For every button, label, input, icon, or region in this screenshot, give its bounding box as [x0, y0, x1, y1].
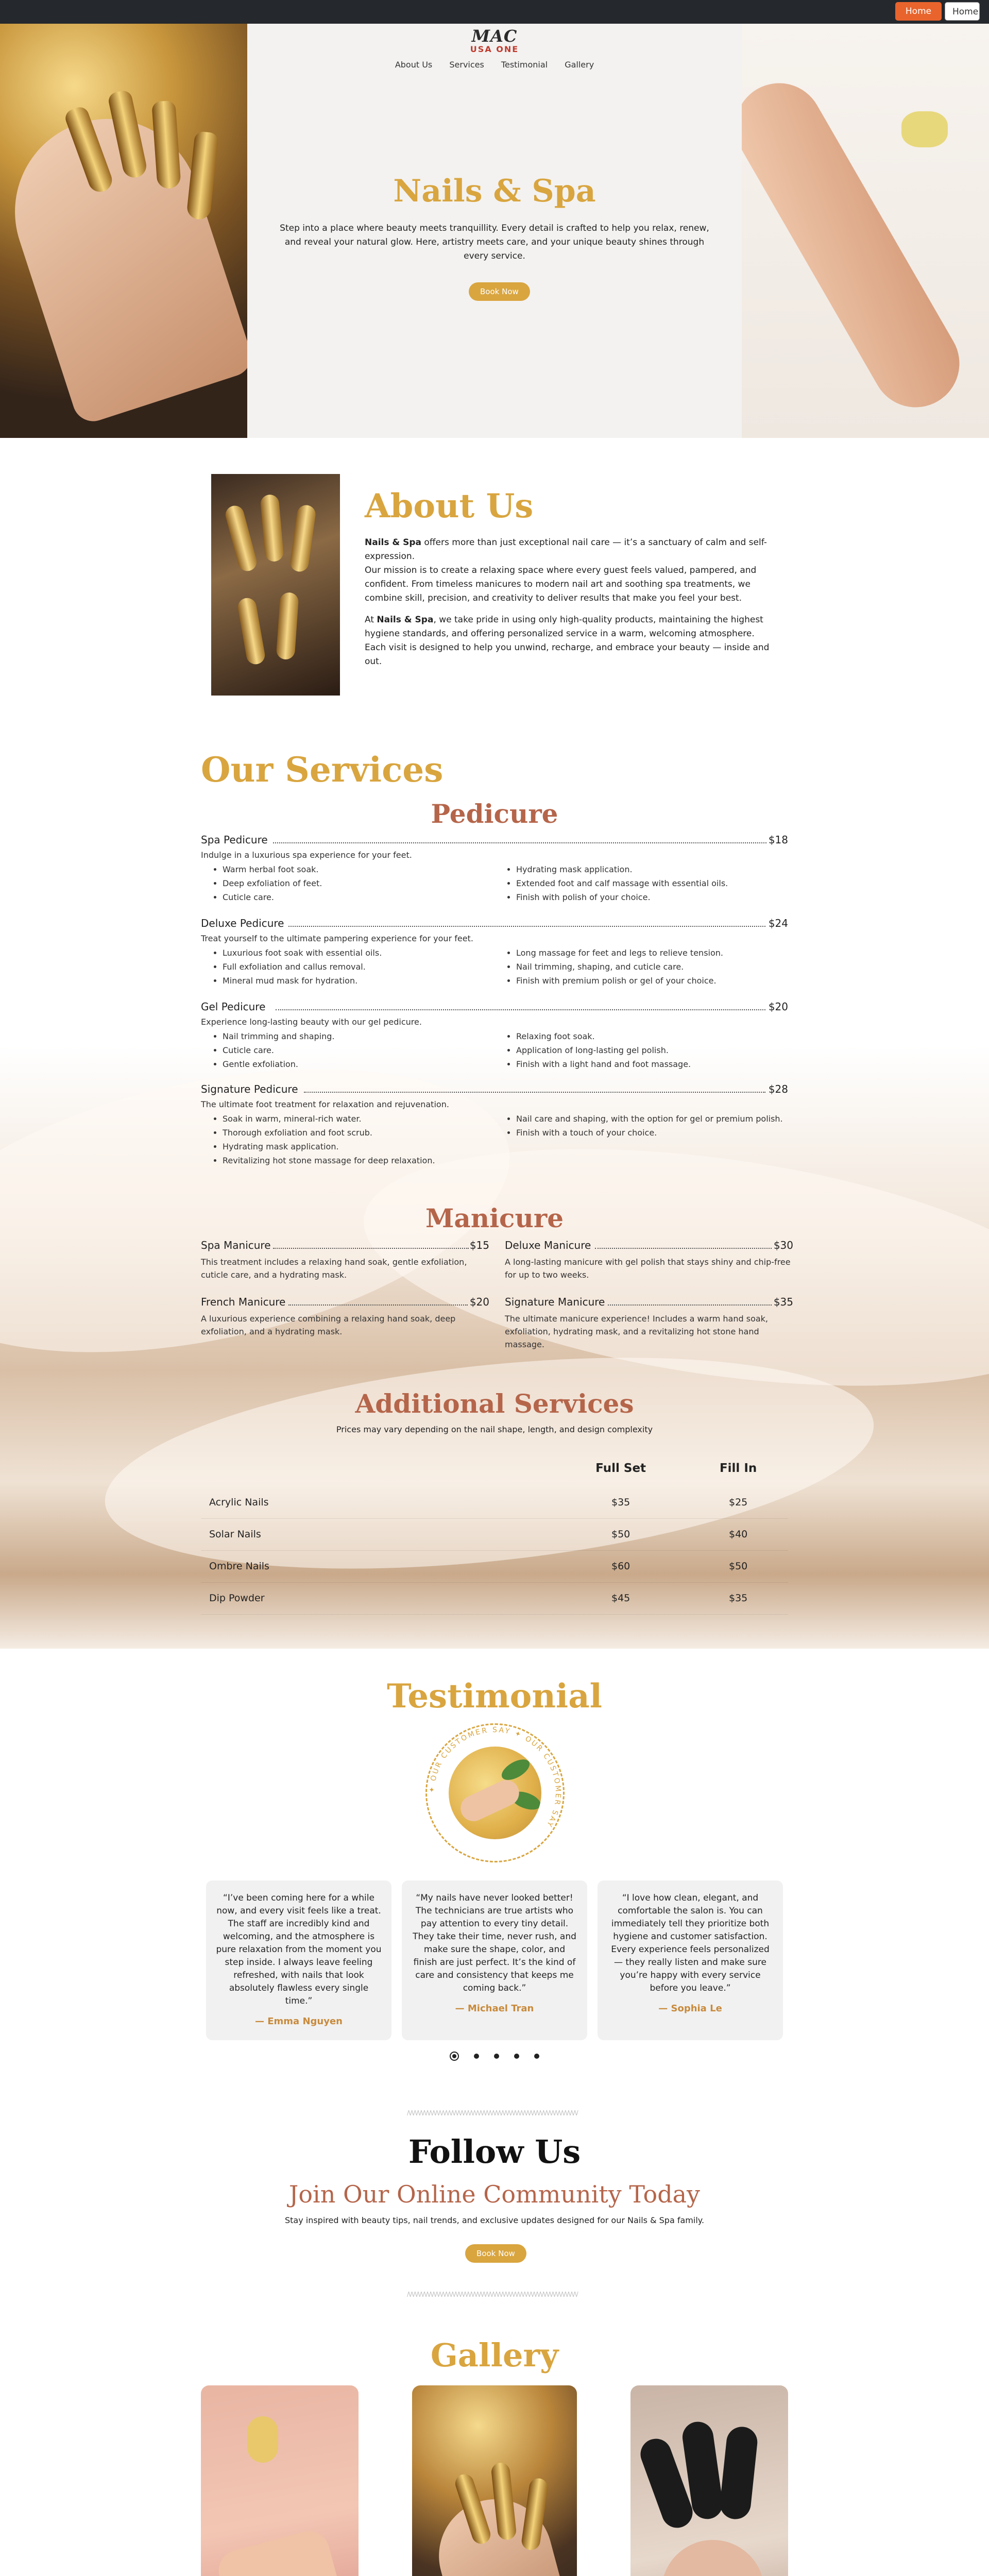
manicure-item: Spa Manicure $15 This treatment includes a relaxing hand soak, gentle exfoliation, cuticle care, and a hydrating mask.: [201, 1239, 489, 1280]
carousel-dot[interactable]: [534, 2054, 539, 2059]
table-row: Dip Powder $45 $35: [201, 1582, 788, 1614]
pedicure-list-left: • Warm herbal foot soak. • Deep exfoliation of feet. • Cuticle care.: [211, 862, 322, 904]
pedicure-list-right: • Relaxing foot soak. • Application of long-lasting gel polish. • Finish with a light hand and foot massage.: [505, 1029, 691, 1071]
table-row: Solar Nails $50 $40: [201, 1518, 788, 1550]
col-full-set: Full Set: [595, 1462, 646, 1475]
follow-text: Stay inspired with beauty tips, nail trends, and exclusive updates designed for our Nails & Spa family.: [284, 2215, 705, 2225]
testimonial-card: “My nails have never looked better! The technicians are true artists who pay attention to every tiny detail. They take their time, never rush, and make sure the shape, color, and finish are just perfect. It’s the kind of care and consistency that keeps me coming back.” — Michael Tran: [402, 1880, 587, 2040]
hero-title: Nails & Spa: [393, 173, 596, 209]
testimonial-card: “I’ve been coming here for a while now, and every visit feels like a treat. The staff are incredibly kind and welcoming, and the atmosphere is pure relaxation from the moment you step inside. I always leave feeling refreshed, with nails that look absolutely flawless every single time.” — Emma Nguyen: [206, 1880, 391, 2040]
main-nav: [247, 60, 742, 70]
follow-book-now-button[interactable]: Book Now: [465, 2244, 526, 2263]
about-paragraph-1: Nails & Spa offers more than just exceptional nail care — it’s a sanctuary of calm and self-expression.: [365, 537, 767, 562]
pedicure-item: Spa Pedicure $18: [201, 834, 788, 846]
pedicure-list-right: • Long massage for feet and legs to relieve tension. • Nail trimming, shaping, and cuticle care. • Finish with premium polish or gel of your choice.: [505, 946, 723, 988]
about-paragraph-3: At Nails & Spa, we take pride in using only high-quality products, maintaining the highest hygiene standards, and offering personalized service in a warm, welcoming atmosphere. Each visit is designed to help you unwind, recharge, and embrace your beauty — inside and out.: [365, 615, 770, 667]
services-title: Our Services: [201, 750, 444, 790]
gallery-image-2[interactable]: [412, 2385, 577, 2576]
additional-services-note: Prices may vary depending on the nail shape, length, and design complexity: [336, 1425, 653, 1434]
zigzag-divider: /\/\/\/\/\/\/\/\/\/\/\/\/\/\/\/\/\/\/\/\/\/\/\/\/\/\/\/\/\/\/\/\/\/\/\/\/\/\/\/\/\/\/\/\/\/\/\/\/\/\/\/\/\/\/: [407, 2109, 578, 2115]
hero-left-image: [0, 24, 247, 438]
manicure-item: French Manicure $20 A luxurious experience combining a relaxing hand soak, deep exfoliation, and a hydrating mask.: [201, 1296, 489, 1336]
pedicure-list-right: • Nail care and shaping, with the option for gel or premium polish. • Finish with a touch of your choice.: [505, 1112, 783, 1140]
hero-content: [247, 24, 742, 438]
additional-services-title: Additional Services: [355, 1388, 634, 1419]
gallery-image-3[interactable]: [630, 2385, 788, 2576]
col-fill-in: Fill In: [719, 1462, 757, 1475]
pedicure-item: Signature Pedicure $28: [201, 1083, 788, 1095]
home-2-button[interactable]: Home: [895, 2, 942, 21]
pedicure-desc: Experience long-lasting beauty with our gel pedicure.: [201, 1017, 422, 1027]
manicure-item: Deluxe Manicure $30 A long-lasting manicure with gel polish that stays shiny and chip-free for up to two weeks.: [505, 1239, 793, 1280]
follow-title: Follow Us: [408, 2133, 581, 2171]
nav-gallery[interactable]: Gallery: [565, 60, 594, 70]
pedicure-desc: Treat yourself to the ultimate pampering experience for your feet.: [201, 934, 473, 943]
gallery-image-1[interactable]: [201, 2385, 359, 2576]
carousel-dots: [0, 2050, 989, 2061]
zigzag-divider: /\/\/\/\/\/\/\/\/\/\/\/\/\/\/\/\/\/\/\/\/\/\/\/\/\/\/\/\/\/\/\/\/\/\/\/\/\/\/\/\/\/\/\/\/\/\/\/\/\/\/\/\/\/\/: [407, 2291, 578, 2297]
carousel-dot[interactable]: [474, 2054, 479, 2059]
carousel-dot-active[interactable]: [450, 2052, 459, 2061]
nav-testimonial[interactable]: Testimonial: [501, 60, 548, 70]
hero-text: Step into a place where beauty meets tranquillity. Every detail is crafted to help you relax, renew, and reveal your natural glow. Here, artistry meets care, and your unique beauty shines through every service.: [280, 223, 709, 261]
hero-section: [0, 24, 989, 438]
table-row: Acrylic Nails $35 $25: [201, 1486, 788, 1518]
carousel-dot[interactable]: [494, 2054, 499, 2059]
nav-about-us[interactable]: About Us: [395, 60, 433, 70]
about-image: [211, 474, 340, 696]
additional-services-table: [201, 1450, 788, 1615]
pedicure-list-left: • Soak in warm, mineral-rich water. • Thorough exfoliation and foot scrub. • Hydrating mask application. • Revitalizing hot stone massage for deep relaxation.: [211, 1112, 435, 1167]
hero-right-image: [742, 24, 989, 438]
testimonial-title: Testimonial: [387, 1677, 602, 1716]
site-logo[interactable]: MAC USA ONE: [470, 26, 519, 54]
pedicure-list-right: • Hydrating mask application. • Extended foot and calf massage with essential oils. • Finish with polish of your choice.: [505, 862, 728, 904]
manicure-item: Signature Manicure $35 The ultimate manicure experience! Includes a warm hand soak, exfoliation, hydrating mask, and a revitalizing hot stone hand massage.: [505, 1296, 793, 1349]
pedicure-list-left: • Nail trimming and shaping. • Cuticle care. • Gentle exfoliation.: [211, 1029, 335, 1071]
pedicure-list-left: • Luxurious foot soak with essential oils. • Full exfoliation and callus removal. • Mineral mud mask for hydration.: [211, 946, 382, 988]
home-button[interactable]: Home: [945, 2, 980, 21]
gallery-title: Gallery: [430, 2336, 559, 2374]
pedicure-desc: The ultimate foot treatment for relaxation and rejuvenation.: [201, 1099, 449, 1109]
about-title: About Us: [365, 487, 534, 526]
table-header-row: [201, 1450, 788, 1486]
pedicure-item: Gel Pedicure $20: [201, 1001, 788, 1013]
carousel-dot[interactable]: [514, 2054, 519, 2059]
manicure-title: Manicure: [425, 1203, 564, 1233]
top-bar: [0, 0, 989, 24]
hero-book-now-button[interactable]: Book Now: [469, 282, 530, 301]
pedicure-item: Deluxe Pedicure $24: [201, 917, 788, 929]
testimonial-badge: [425, 1723, 565, 1862]
svg-text:✦ OUR CUSTOMER SAY ✦ OUR CUSTO: ✦ OUR CUSTOMER SAY ✦ OUR CUSTOMER SAY: [428, 1725, 562, 1829]
testimonial-card: “I love how clean, elegant, and comfortable the salon is. You can immediately tell they prioritize both hygiene and customer satisfaction. Every experience feels personalized — they really listen and make sure you’re happy with every service before you leave.” — Sophia Le: [598, 1880, 783, 2040]
pedicure-title: Pedicure: [431, 799, 558, 829]
follow-subtitle: Join Our Online Community Today: [288, 2180, 701, 2208]
pedicure-desc: Indulge in a luxurious spa experience for your feet.: [201, 850, 412, 860]
about-paragraph-2: Our mission is to create a relaxing space where every guest feels valued, pampered, and confident. From timeless manicures to modern nail art and soothing spa treatments, we combine skill, precision, and creativity to deliver results that make you feel your best.: [365, 565, 757, 603]
nav-services[interactable]: Services: [449, 60, 484, 70]
table-row: Ombre Nails $60 $50: [201, 1550, 788, 1582]
